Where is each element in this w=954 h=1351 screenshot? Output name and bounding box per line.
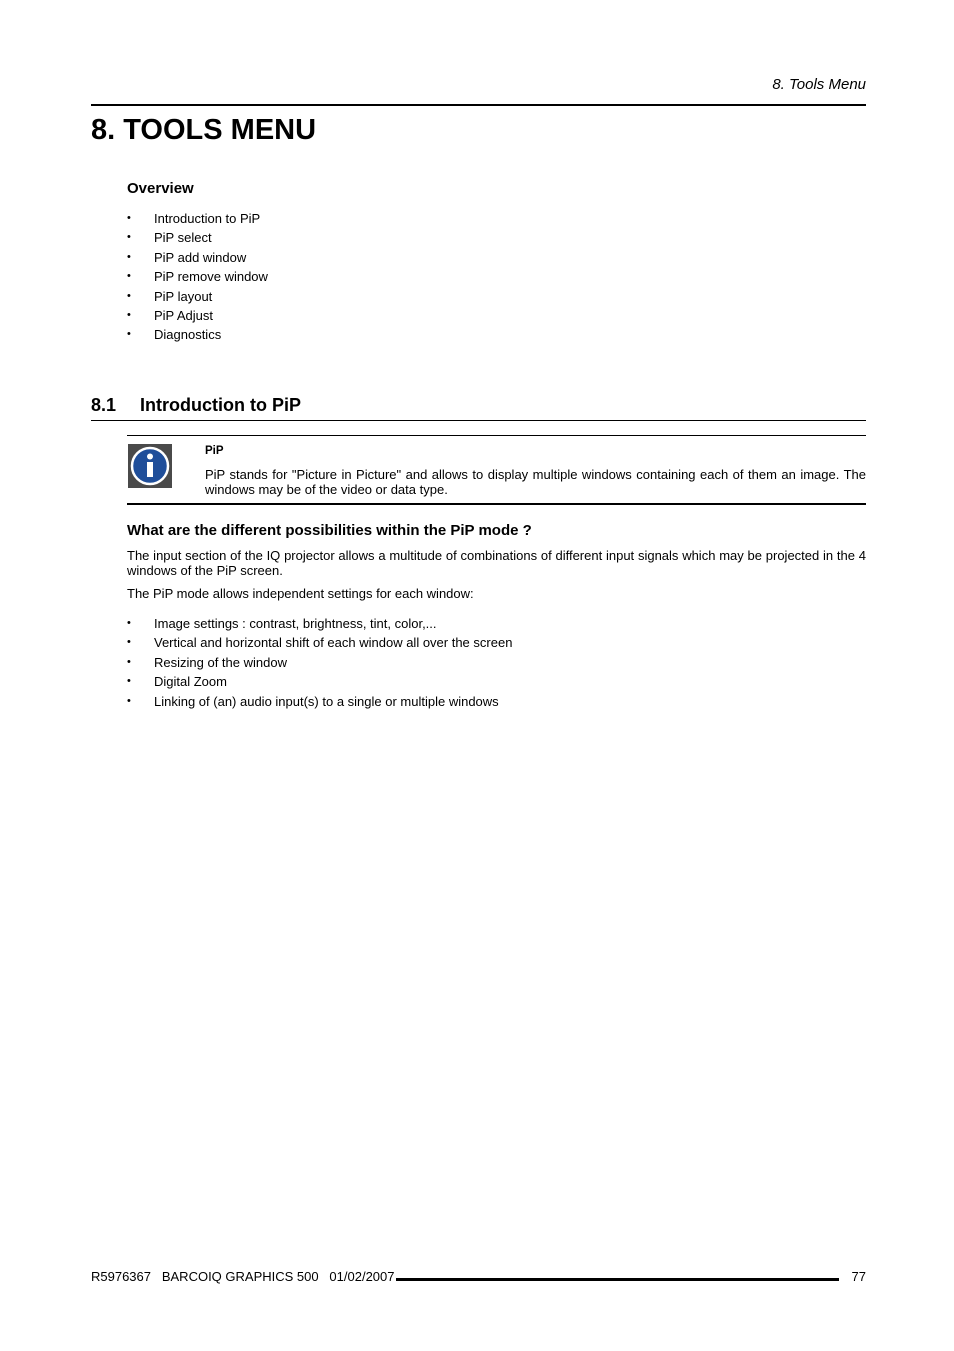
note-top-rule	[127, 435, 866, 436]
list-item: • Introduction to PiP	[127, 209, 268, 228]
list-item: • PiP layout	[127, 287, 268, 306]
section-rule	[91, 420, 866, 421]
paragraph: The PiP mode allows independent settings for each window:	[127, 586, 474, 601]
note-title: PiP	[205, 445, 224, 457]
list-item: • Vertical and horizontal shift of each window all over the screen	[127, 633, 512, 652]
list-item: • PiP add window	[127, 248, 268, 267]
note-bottom-rule	[127, 503, 866, 505]
list-item: • PiP remove window	[127, 267, 268, 286]
section-title: Introduction to PiP	[140, 395, 301, 415]
list-item: • Image settings : contrast, brightness, tint, color,...	[127, 614, 512, 633]
info-icon	[128, 444, 172, 488]
list-item: • PiP select	[127, 228, 268, 247]
header-rule	[91, 104, 866, 106]
chapter-title: 8. TOOLS MENU	[91, 114, 317, 146]
list-item: • Linking of (an) audio input(s) to a single or multiple windows	[127, 692, 512, 711]
footer-rule	[396, 1278, 839, 1281]
page-number: 77	[851, 1269, 866, 1284]
footer-text: R5976367 BARCOIQ GRAPHICS 500 01/02/2007	[91, 1269, 395, 1284]
possibilities-heading: What are the different possibilities within the PiP mode ?	[127, 522, 532, 539]
list-item: • Resizing of the window	[127, 653, 512, 672]
list-item: • Diagnostics	[127, 325, 268, 344]
overview-list	[127, 209, 268, 345]
list-item: • PiP Adjust	[127, 306, 268, 325]
paragraph: The input section of the IQ projector allows a multitude of combinations of different input signals which may be projected in the 4 windows of the PiP screen.	[127, 548, 866, 578]
features-list	[127, 614, 512, 711]
list-item: • Digital Zoom	[127, 672, 512, 691]
section-number: 8.1	[91, 395, 117, 415]
note-body: PiP stands for "Picture in Picture" and allows to display multiple windows containing each of them an image. The windows may be of the video or data type.	[205, 467, 866, 497]
running-header: 8. Tools Menu	[772, 76, 866, 93]
overview-heading: Overview	[127, 180, 194, 197]
